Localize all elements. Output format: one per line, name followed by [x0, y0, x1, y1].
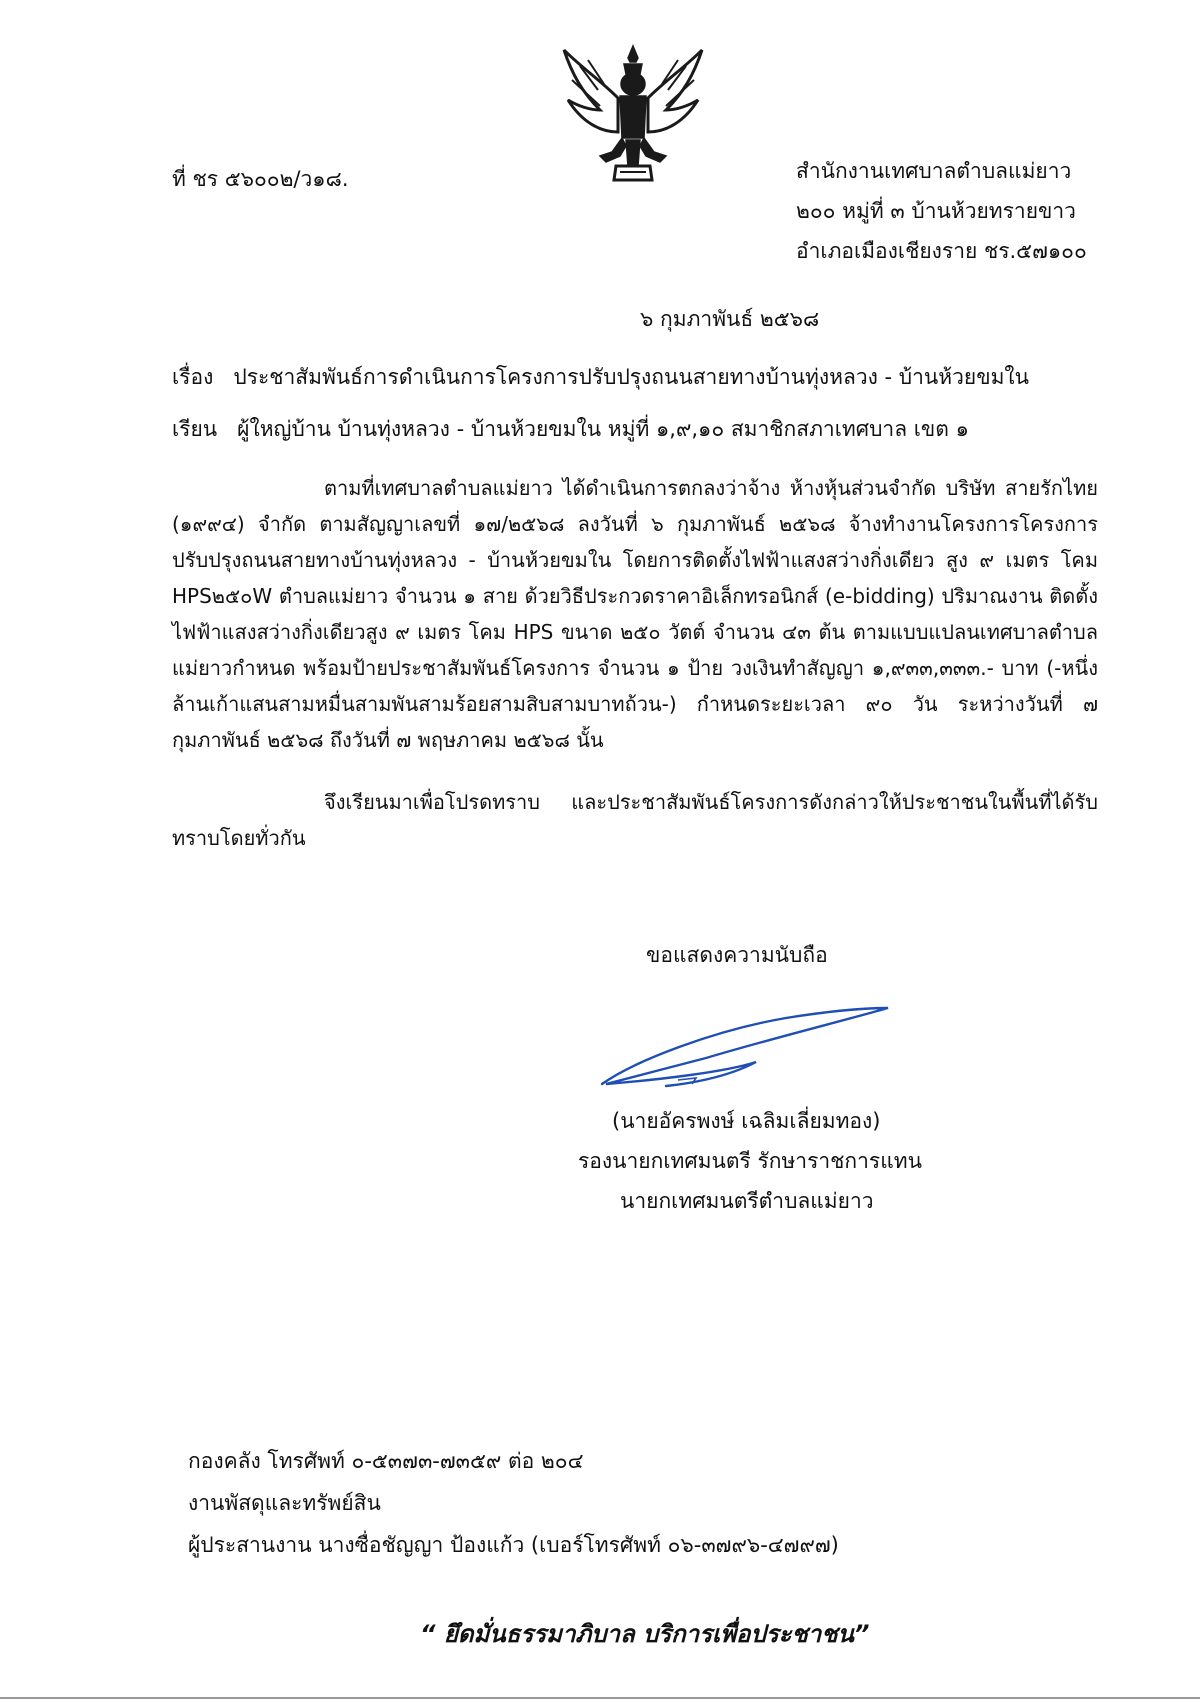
signer-position-1: รองนายกเทศมนตรี รักษาราชการแทน [578, 1149, 922, 1173]
garuda-emblem-icon [560, 40, 706, 188]
contact-department: กองคลัง โทรศัพท์ ๐-๕๓๗๓-๗๓๕๙ ต่อ ๒๐๔ [188, 1449, 584, 1473]
motto: “ ยึดมั่นธรรมาภิบาล บริการเพื่อประชาชน” [420, 1620, 870, 1648]
body-paragraph-1: ตามที่เทศบาลตำบลแม่ยาว ได้ดำเนินการตกลงว่าจ้าง ห้างหุ้นส่วนจำกัด บริษัท สายรักไทย (๑๙๙๔) จำกัด ตามสัญญาเลขที่ ๑๗/๒๕๖๘ ลงวันที่ ๖ กุมภาพันธ์ ๒๕๖๘ จ้างทำงานโครงการโครงการ ปรับปรุงถนนสายทางบ้านทุ่งหลวง - บ้านห้วยขมใน โดยการติดตั้งไฟฟ้าแสงสว่างกิ่งเดียว สูง ๙ เมตร โคม HPS๒๕๐W ตำบลแม่ยาว จำนวน ๑ สาย ด้วยวิธีประกวดราคาอิเล็กทรอนิกส์ (e-bidding) ปริมาณงาน ติดตั้ง ไฟฟ้าแสงสว่างกิ่งเดียวสูง ๙ เมตร โคม HPS ขนาด ๒๕๐ วัตต์ จำนวน ๔๓ ต้น ตามแบบแปลนเทศบาลตำบล แม่ยาวกำหนด พร้อมป้ายประชาสัมพันธ์โครงการ จำนวน ๑ ป้าย วงเงินทำสัญญา ๑,๙๓๓,๓๓๓.- บาท (-หนึ่งล้านเก้าแสนสามหมื่นสามพันสามร้อยสามสิบสามบาทถ้วน-) กำหนดระยะเวลา ๙๐ วัน ระหว่างวันที่ ๗ กุมภาพันธ์ ๒๕๖๘ ถึงวันที่ ๗ พฤษภาคม ๒๕๖๘ นั้น [172, 476, 1098, 752]
handwritten-signature [596, 1000, 896, 1090]
page-bottom-divider [0, 1697, 1200, 1699]
signer-name: (นายอัครพงษ์ เฉลิมเลี่ยมทอง) [612, 1109, 881, 1133]
subject-text: ประชาสัมพันธ์การดำเนินการโครงการปรับปรุงถนนสายทางบ้านทุ่งหลวง - บ้านห้วยขมใน [233, 365, 1030, 389]
body-paragraph-2: จึงเรียนมาเพื่อโปรดทราบ และประชาสัมพันธ์โครงการดังกล่าวให้ประชาชนในพื้นที่ได้รับ ทราบโดยทั่วกัน [172, 790, 1098, 850]
document-date: ๖ กุมภาพันธ์ ๒๕๖๘ [640, 307, 820, 331]
subject-label: เรื่อง [172, 365, 214, 389]
recipient-text: ผู้ใหญ่บ้าน บ้านทุ่งหลวง - บ้านห้วยขมใน หมู่ที่ ๑,๙,๑๐ สมาชิกสภาเทศบาล เขต ๑ [237, 417, 969, 441]
contact-coordinator: ผู้ประสานงาน นางซื่อชัญญา ป้องแก้ว (เบอร์โทรศัพท์ ๐๖-๓๗๙๖-๔๗๙๗) [188, 1533, 839, 1557]
recipient-line [172, 414, 969, 444]
reference-number: ที่ ชร ๕๖๐๐๒/ว๑๘. [172, 167, 349, 191]
address-line-1: ๒๐๐ หมู่ที่ ๓ บ้านห้วยทรายขาว [796, 199, 1076, 223]
subject-line [172, 362, 1029, 392]
contact-section: งานพัสดุและทรัพย์สิน [188, 1491, 381, 1515]
recipient-label: เรียน [172, 417, 218, 441]
closing-salutation: ขอแสดงความนับถือ [646, 943, 828, 967]
address-line-2: อำเภอเมืองเชียงราย ชร.๕๗๑๐๐ [796, 239, 1087, 263]
signer-position-2: นายกเทศมนตรีตำบลแม่ยาว [620, 1189, 874, 1213]
organization-name: สำนักงานเทศบาลตำบลแม่ยาว [796, 159, 1072, 183]
